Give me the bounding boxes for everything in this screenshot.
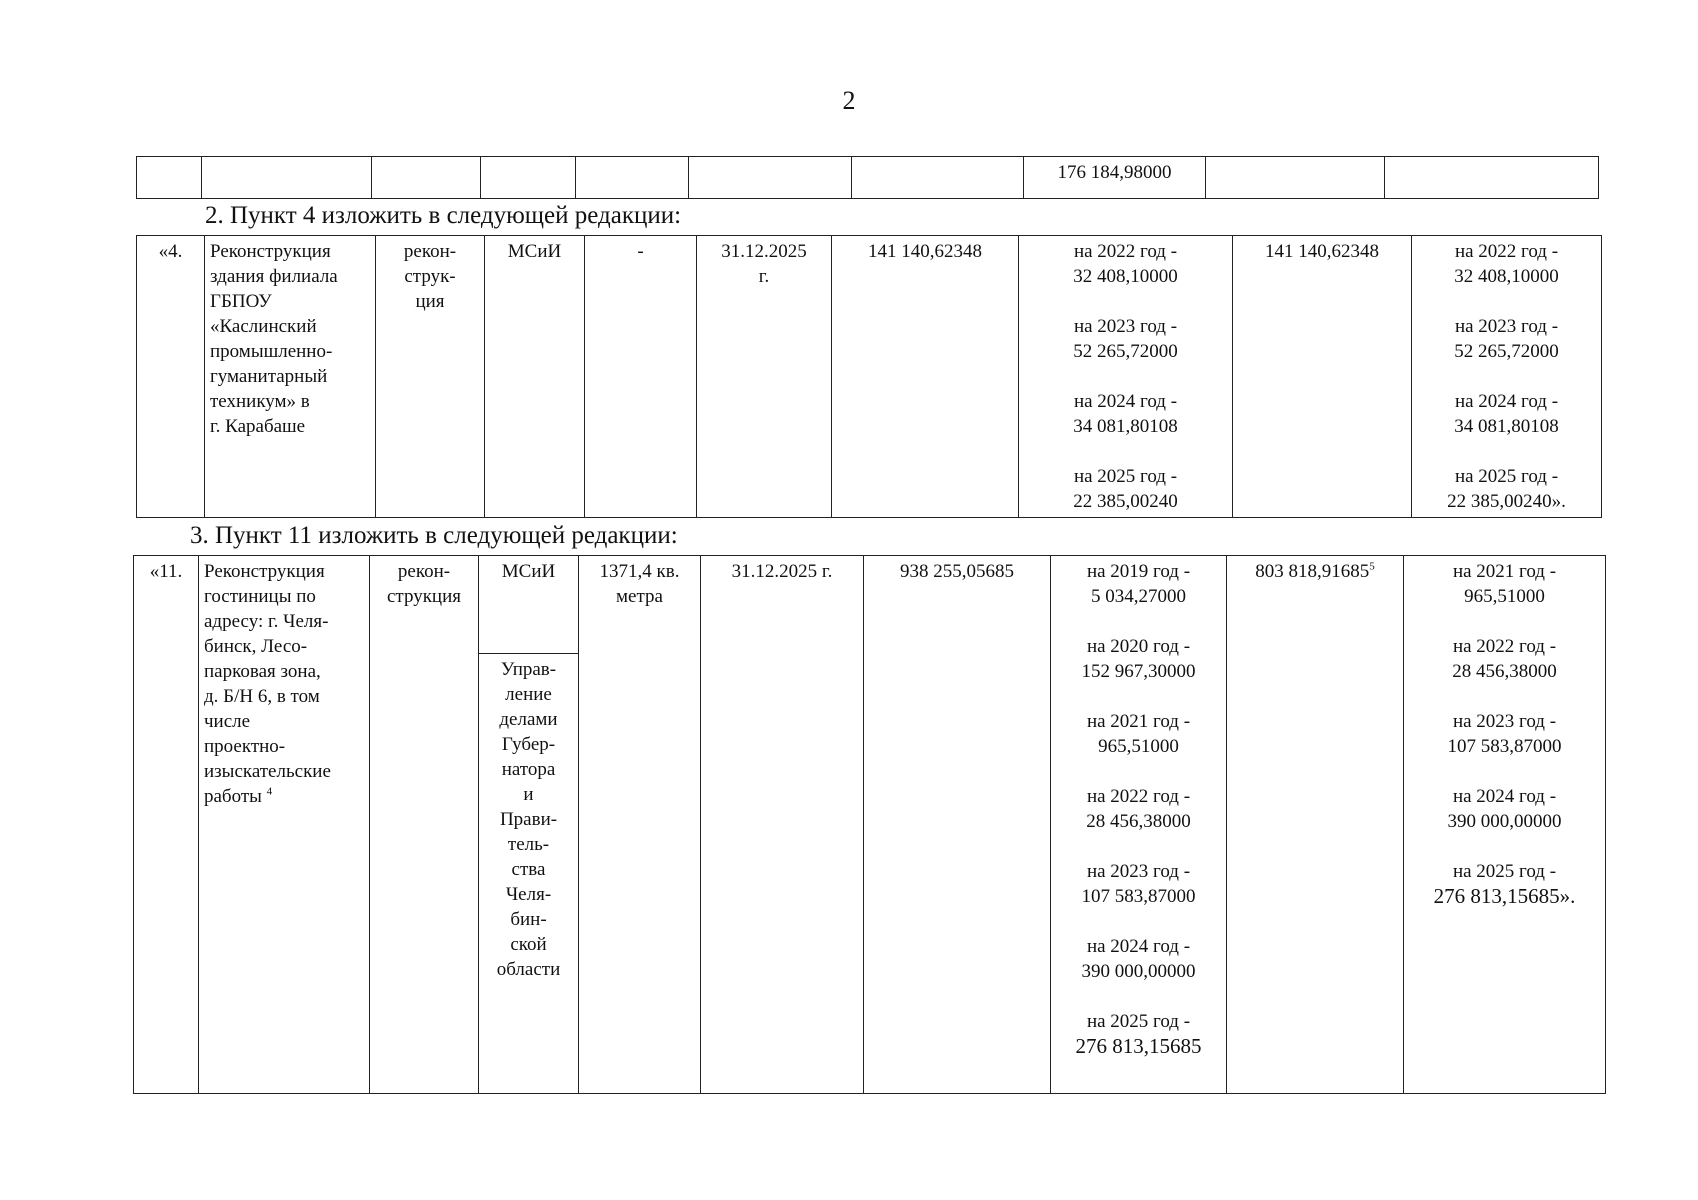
year-label: на 2025 год - — [1452, 861, 1557, 882]
year-label: на 2022 год - — [1073, 241, 1178, 262]
year-label: на 2023 год - — [1073, 316, 1178, 337]
text-line: и — [523, 784, 534, 805]
text-line: 1371,4 кв. — [599, 561, 680, 582]
year-value: 52 265,72000 — [1073, 341, 1178, 362]
cell-empty — [202, 157, 372, 199]
text-line: ской — [510, 934, 547, 955]
page-number: 2 — [842, 86, 856, 115]
text-line: гуманитарный — [210, 366, 328, 387]
completion-date — [697, 236, 832, 518]
work-type — [376, 236, 485, 518]
year-label: на 2021 год - — [1086, 711, 1191, 732]
text-line-content: работы — [204, 786, 262, 807]
financing-by-year — [1019, 236, 1233, 518]
heading-item-4: 2. Пункт 4 изложить в следующей редакции: — [205, 202, 682, 229]
year-value: 34 081,80108 — [1073, 416, 1178, 437]
year-label: на 2022 год - — [1454, 241, 1559, 262]
text-line: парковая зона, — [204, 661, 321, 682]
cell-empty — [1385, 157, 1599, 199]
year-label: на 2023 год - — [1454, 316, 1559, 337]
year-label: на 2022 год - — [1452, 636, 1557, 657]
text-line: промышленно- — [210, 341, 333, 362]
customer-top: МСиИ — [479, 556, 579, 654]
text-line: Реконструкция — [210, 241, 331, 262]
text-line: ция — [415, 291, 445, 312]
year-value: 32 408,10000 — [1454, 266, 1559, 287]
year-label: на 2024 год - — [1452, 786, 1557, 807]
year-label: на 2024 год - — [1454, 391, 1559, 412]
text-line: гостиницы по — [204, 586, 316, 607]
text-line: струкция — [386, 586, 462, 607]
capacity: - — [585, 236, 697, 518]
text-line: ГБПОУ — [210, 291, 272, 312]
year-label: на 2025 год - — [1086, 1011, 1191, 1032]
text-line: области — [496, 959, 561, 980]
financing-by-year — [1051, 556, 1227, 1094]
year-value: 32 408,10000 — [1073, 266, 1178, 287]
year-value: 390 000,00000 — [1081, 961, 1196, 982]
year-label: на 2025 год - — [1073, 466, 1178, 487]
text-line: струк- — [404, 266, 456, 287]
footnote-marker: 4 — [266, 785, 273, 798]
year-value: 5 034,27000 — [1091, 586, 1186, 607]
text-line: рекон- — [403, 241, 457, 262]
text-line: Реконструкция — [204, 561, 325, 582]
text-line: Прави- — [499, 809, 558, 830]
year-value: 28 456,38000 — [1452, 661, 1557, 682]
capacity — [579, 556, 701, 1094]
item-11-table — [133, 555, 1606, 1094]
year-value: 152 967,30000 — [1081, 661, 1196, 682]
text-line: Губер- — [501, 734, 556, 755]
text-line: изыскательские — [204, 761, 331, 782]
cell-empty — [576, 157, 689, 199]
text-line: рекон- — [397, 561, 451, 582]
year-value: 276 813,15685 — [1075, 1034, 1202, 1058]
year-value: 965,51000 — [1464, 586, 1545, 607]
item-4-table — [136, 235, 1602, 518]
text-line: 31.12.2025 — [721, 241, 807, 262]
text-line — [204, 784, 364, 809]
text-line: г. — [758, 266, 770, 287]
text-line: проектно- — [204, 736, 286, 757]
text-line: д. Б/Н 6, в том — [204, 686, 320, 707]
estimated-cost: 141 140,62348 — [832, 236, 1019, 518]
text-line: бинск, Лесо- — [204, 636, 308, 657]
object-name — [205, 236, 376, 518]
text-line: ства — [511, 859, 546, 880]
budget-amount-value: 803 818,91685 — [1255, 561, 1370, 582]
year-label: на 2024 год - — [1086, 936, 1191, 957]
year-label: на 2021 год - — [1452, 561, 1557, 582]
text-line: делами — [499, 709, 558, 730]
cell-empty — [689, 157, 852, 199]
year-label: на 2025 год - — [1454, 466, 1559, 487]
object-name — [199, 556, 370, 1094]
budget-amount: 141 140,62348 — [1233, 236, 1412, 518]
text-line: Челя- — [505, 884, 552, 905]
text-line: «Каслинский — [210, 316, 317, 337]
heading-item-11: 3. Пункт 11 изложить в следующей редакции: — [190, 522, 678, 549]
text-line: бин- — [510, 909, 547, 930]
year-value: 28 456,38000 — [1086, 811, 1191, 832]
text-line: натора — [501, 759, 556, 780]
year-value: 52 265,72000 — [1454, 341, 1559, 362]
text-line: здания филиала — [210, 266, 338, 287]
text-line: г. Карабаше — [210, 416, 306, 437]
item-number: «11. — [134, 556, 199, 1094]
text-line: техникум» в — [210, 391, 310, 412]
cell-empty — [481, 157, 576, 199]
cell-empty — [852, 157, 1024, 199]
year-label: на 2024 год - — [1073, 391, 1178, 412]
top-row-amount: 176 184,98000 — [1024, 157, 1206, 199]
budget-amount — [1227, 556, 1404, 1094]
year-label: на 2019 год - — [1086, 561, 1191, 582]
budget-financing-by-year — [1404, 556, 1606, 1094]
year-value: 107 583,87000 — [1447, 736, 1562, 757]
completion-date: 31.12.2025 г. — [701, 556, 864, 1094]
year-label: на 2023 год - — [1452, 711, 1557, 732]
year-label: на 2022 год - — [1086, 786, 1191, 807]
customer: МСиИ — [485, 236, 585, 518]
year-value: 276 813,15685». — [1433, 884, 1576, 908]
cell-empty — [1206, 157, 1385, 199]
text-line: метра — [616, 586, 663, 607]
text-line: числе — [204, 711, 251, 732]
text-line: тель- — [507, 834, 550, 855]
work-type — [370, 556, 479, 1094]
year-value: 22 385,00240 — [1073, 491, 1178, 512]
text-line: адресу: г. Челя- — [204, 611, 329, 632]
customer-bottom — [479, 654, 579, 1094]
cell-empty — [372, 157, 481, 199]
year-value: 107 583,87000 — [1081, 886, 1196, 907]
footnote-marker: 5 — [1369, 560, 1375, 573]
cell-empty — [137, 157, 202, 199]
continuation-table — [136, 156, 1599, 199]
year-label: на 2023 год - — [1086, 861, 1191, 882]
item-number: «4. — [137, 236, 205, 518]
budget-financing-by-year — [1412, 236, 1602, 518]
year-value: 965,51000 — [1098, 736, 1179, 757]
estimated-cost: 938 255,05685 — [864, 556, 1051, 1094]
year-label: на 2020 год - — [1086, 636, 1191, 657]
year-value: 34 081,80108 — [1454, 416, 1559, 437]
text-line: ление — [505, 684, 552, 705]
year-value: 390 000,00000 — [1447, 811, 1562, 832]
year-value: 22 385,00240». — [1447, 491, 1566, 512]
text-line: Управ- — [500, 659, 557, 680]
